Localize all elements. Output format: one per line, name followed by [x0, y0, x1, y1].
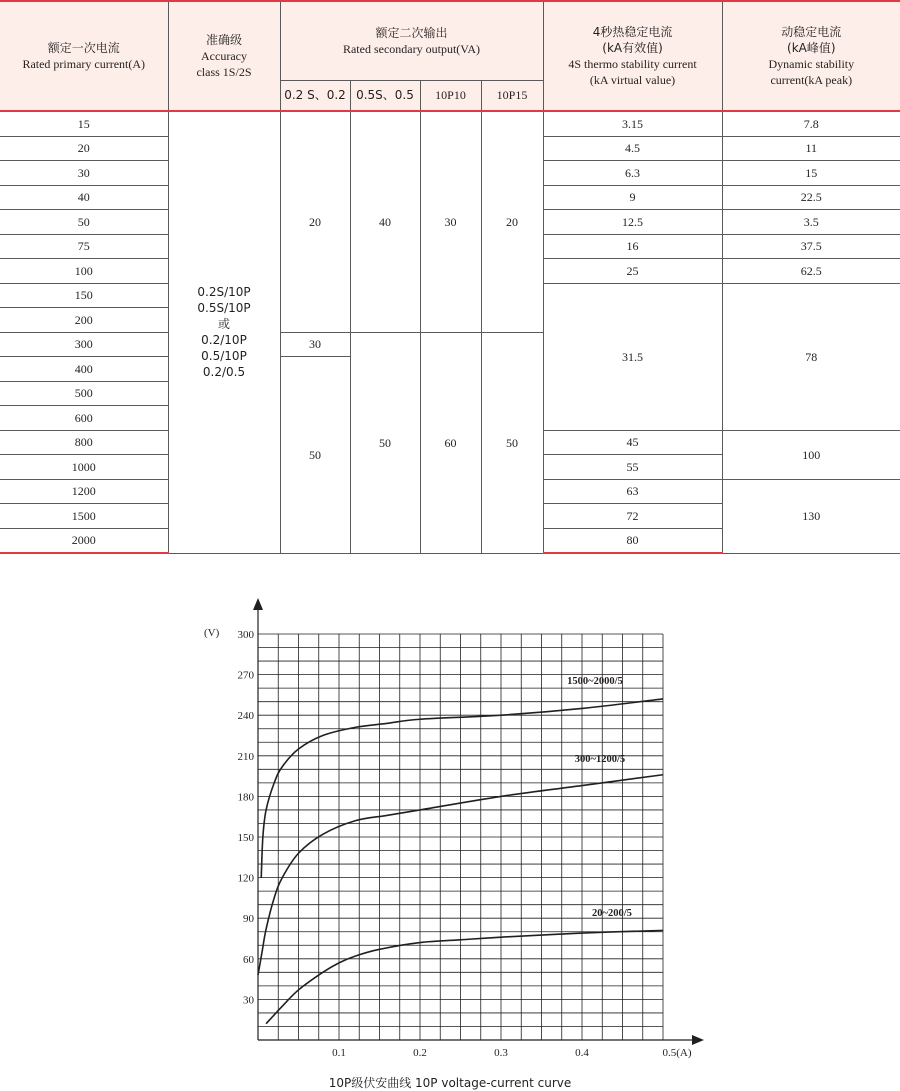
- header-primary-current-cn: 额定一次电流: [47, 41, 120, 55]
- dynamic-cell-merged: 130: [722, 479, 900, 553]
- primary-current-cell: 200: [0, 308, 168, 333]
- y-tick-label: 180: [237, 791, 254, 804]
- header-thermo-unit-en: (kA virtual value): [589, 73, 676, 87]
- y-tick-label: 30: [243, 994, 254, 1007]
- header-dynamic-en: Dynamic stability: [768, 57, 855, 71]
- thermo-cell: 80: [543, 528, 722, 553]
- thermo-cell: 9: [543, 185, 722, 210]
- output-10p15-group1: 20: [481, 111, 543, 332]
- y-tick-label: 240: [237, 710, 254, 723]
- y-tick-label: 90: [243, 913, 254, 926]
- dynamic-cell: 15: [722, 161, 900, 186]
- primary-current-cell: 400: [0, 357, 168, 382]
- primary-current-cell: 1500: [0, 504, 168, 529]
- header-thermo-cn: 4秒热稳定电流: [592, 25, 673, 39]
- primary-current-cell: 50: [0, 210, 168, 235]
- chart-axes: [204, 598, 704, 1045]
- header-col-10p10: 10P10: [420, 80, 481, 111]
- primary-current-cell: 1200: [0, 479, 168, 504]
- output-02-mid: 30: [280, 332, 350, 357]
- voltage-current-chart: [0, 560, 900, 1070]
- y-tick-label: 150: [237, 832, 254, 844]
- thermo-cell: 55: [543, 455, 722, 480]
- header-secondary-output: [280, 1, 543, 80]
- thermo-cell: 45: [543, 430, 722, 455]
- thermo-cell: 63: [543, 479, 722, 504]
- primary-current-cell: 2000: [0, 528, 168, 553]
- output-10p15-group2: 50: [481, 332, 543, 553]
- x-tick-label: 0.5(A): [662, 1047, 692, 1059]
- dynamic-cell: 37.5: [722, 234, 900, 259]
- header-accuracy-class: class 1S/2S: [196, 65, 252, 79]
- x-tick-label: 0.2: [413, 1047, 427, 1059]
- thermo-cell: 4.5: [543, 136, 722, 161]
- dynamic-cell-merged: 78: [722, 283, 900, 430]
- header-dynamic-unit-cn: (kA峰值): [787, 41, 836, 55]
- header-thermo-unit-cn: (kA有效值): [602, 41, 663, 55]
- dynamic-cell: 7.8: [722, 111, 900, 136]
- dynamic-cell: 11: [722, 136, 900, 161]
- accuracy-class-cell: 0.2S/10P 0.5S/10P 或 0.2/10P 0.5/10P 0.2/0.5: [168, 111, 280, 553]
- output-10p10-group2: 60: [420, 332, 481, 553]
- thermo-cell: 6.3: [543, 161, 722, 186]
- dynamic-cell: 3.5: [722, 210, 900, 235]
- y-axis-arrow: [253, 598, 263, 610]
- header-col-05s: 0.5S、0.5: [350, 80, 420, 111]
- header-thermo: [543, 1, 722, 111]
- thermo-cell-merged: 31.5: [543, 283, 722, 430]
- output-05-group1: 40: [350, 111, 420, 332]
- y-tick-label: 300: [237, 629, 254, 641]
- dynamic-cell-merged: 100: [722, 430, 900, 479]
- y-tick-label: 210: [237, 750, 254, 763]
- header-accuracy-en: Accuracy: [201, 49, 247, 63]
- header-dynamic-cn: 动稳定电流: [781, 25, 842, 39]
- x-tick-label: 0.4: [575, 1047, 589, 1059]
- primary-current-cell: 1000: [0, 455, 168, 480]
- y-tick-label: 60: [243, 953, 254, 966]
- header-secondary-output-cn: 额定二次输出: [375, 25, 448, 40]
- primary-current-cell: 15: [0, 111, 168, 136]
- primary-current-cell: 150: [0, 283, 168, 308]
- series-label-2: 300~1200/5: [574, 754, 626, 765]
- header-primary-current: [0, 1, 168, 111]
- primary-current-cell: 40: [0, 185, 168, 210]
- primary-current-cell: 600: [0, 406, 168, 431]
- primary-current-cell: 500: [0, 381, 168, 406]
- chart-caption: 10P级伏安曲线 10P voltage-current curve: [328, 1076, 572, 1090]
- output-02-group1: 20: [280, 111, 350, 332]
- header-thermo-en: 4S thermo stability current: [568, 57, 697, 71]
- x-tick-label: 0.1: [332, 1047, 346, 1059]
- series-label-1: 1500~2000/5: [567, 676, 623, 687]
- dynamic-cell: 22.5: [722, 185, 900, 210]
- output-10p10-group1: 30: [420, 111, 481, 332]
- thermo-cell: 72: [543, 504, 722, 529]
- header-primary-current-en: Rated primary current(A): [22, 57, 146, 71]
- y-axis-label: (V): [204, 627, 220, 639]
- output-05-group2: 50: [350, 332, 420, 553]
- header-accuracy-cn: 准确级: [205, 33, 242, 47]
- header-dynamic-unit-en: current(kA peak): [770, 73, 853, 87]
- header-secondary-output-en: Rated secondary output(VA): [342, 41, 481, 56]
- y-tick-label: 270: [237, 669, 254, 682]
- dynamic-cell: 62.5: [722, 259, 900, 284]
- y-tick-label: 120: [237, 872, 254, 885]
- x-axis-arrow: [692, 1035, 704, 1045]
- thermo-cell: 25: [543, 259, 722, 284]
- header-accuracy: [168, 1, 280, 111]
- output-02-group2: 50: [280, 357, 350, 554]
- series-label-3: 20~200/5: [592, 908, 632, 919]
- thermo-cell: 16: [543, 234, 722, 259]
- header-col-10p15: 10P15: [481, 80, 543, 111]
- header-dynamic: [722, 1, 900, 111]
- x-tick-label: 0.3: [494, 1047, 508, 1059]
- header-col-02s: 0.2 S、0.2: [280, 80, 350, 111]
- thermo-cell: 3.15: [543, 111, 722, 136]
- chart-ticks: [238, 629, 692, 1059]
- primary-current-cell: 20: [0, 136, 168, 161]
- primary-current-cell: 30: [0, 161, 168, 186]
- primary-current-cell: 100: [0, 259, 168, 284]
- primary-current-cell: 75: [0, 234, 168, 259]
- primary-current-cell: 800: [0, 430, 168, 455]
- thermo-cell: 12.5: [543, 210, 722, 235]
- primary-current-cell: 300: [0, 332, 168, 357]
- series-curve-3: [266, 930, 663, 1023]
